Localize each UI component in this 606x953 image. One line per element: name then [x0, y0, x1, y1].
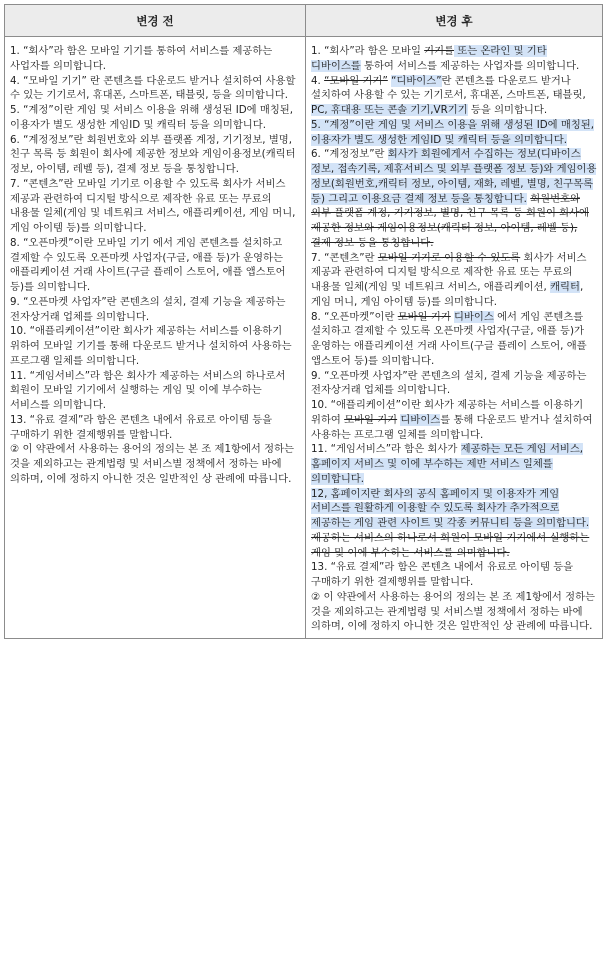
after-item [311, 118, 598, 148]
terms-comparison-table [4, 4, 603, 639]
unchanged-text: 등을 의미합니다. [467, 104, 548, 116]
unchanged-text: 를 통해 다운로드 받거나 설치하여 사용하는 프로그램 일체를 의미합니다. [311, 413, 593, 441]
before-item: 5. “계정”이란 게임 및 서비스 이용을 위해 생성된 ID에 매칭된, 이용자가 별도 생성한 게임ID 및 캐릭터 등을 의미합니다. [10, 104, 294, 131]
header-after: 변경 후 [306, 5, 603, 37]
before-item: 13. “유료 결제”라 함은 콘텐츠 내에서 유료로 아이템 등을 구매하기 위한 결제행위를 말합니다. [10, 413, 273, 441]
unchanged-text: 에서 게임 콘텐츠를 설치하고 결제할 수 있도록 오픈마켓 사업자(구글, 애플 등)가 운영하는 애플리케이션 거래 사이트(구글 플레이 스토어, 애플 앱스토어 등)를 의미합니다. [311, 310, 587, 367]
unchanged-text: 회사가 서비스 제공과 관련하여 디지털 방식으로 제작한 유료 또는 무료의 내용물 일체(게임 및 네트워크 서비스, 애플리케이션, [311, 251, 587, 293]
added-text: “디바이스” [391, 74, 442, 87]
before-item: 9. “오픈마켓 사업자”란 콘텐츠의 설치, 결제 기능을 제공하는 전자상거래 업체를 의미합니다. [10, 295, 286, 323]
after-column [306, 37, 603, 639]
unchanged-text: 9. “오픈마켓 사업자”란 콘텐츠의 설치, 결제 기능을 제공하는 전자상거래 업체를 의미합니다. [311, 369, 587, 397]
unchanged-text: 통하여 서비스를 제공하는 사업자를 의미합니다. [360, 59, 580, 72]
before-column [5, 37, 306, 639]
content-row [5, 37, 603, 639]
after-item [311, 44, 598, 74]
deleted-text: 기기를 [424, 45, 455, 57]
added-text: PC, 휴대용 또는 콘솔 기기,VR기기 [311, 104, 468, 116]
after-item [311, 531, 598, 561]
added-text: 디바이스 [454, 310, 494, 323]
after-item [311, 147, 598, 250]
after-item [311, 590, 598, 634]
added-text: 12, 홈페이지란 회사의 공식 홈페이지 및 이용자가 게임 서비스를 원활하게 이용할 수 있도록 회사가 추가적으로 제공하는 게임 관련 사이트 및 각종 커뮤니티 등을 의미합니다. [311, 487, 590, 529]
header-before: 변경 전 [5, 5, 306, 37]
deleted-text: 모바일 기기 [397, 310, 451, 323]
after-item [311, 560, 598, 590]
added-text: 제공하는 모든 게임 서비스, 홈페이지 서비스 및 이에 부수하는 제반 서비스 일체를 의미합니다. [311, 443, 584, 485]
unchanged-text: 4. [311, 74, 325, 87]
after-item [311, 74, 598, 118]
before-item: 6. “계정정보”란 회원번호와 외부 플랫폼 계정, 기기정보, 별명, 친구 목록 등 회원이 회사에 제공한 정보와 게임이용정보(캐릭터 정보, 아이템, 레벨 등), 결제 정보 등을 통칭합니다. [10, 133, 296, 175]
unchanged-text: ② 이 약관에서 사용하는 용어의 정의는 본 조 제1항에서 정하는 것을 제외하고는 관계법령 및 서비스별 정책에서 정하는 바에 의하며, 이에 정하지 아니한 것은 일반적인 상 관례에 따릅니다. [311, 590, 595, 633]
unchanged-text: 10. “애플리케이션”이란 회사가 제공하는 서비스를 이용하기 위하여 [311, 399, 584, 426]
deleted-text: 모바일 기기로 이용할 수 있도록 [377, 251, 521, 264]
after-item [311, 251, 598, 310]
before-item: 1. “회사”라 함은 모바일 기기를 통하여 서비스를 제공하는 사업자를 의미합니다. [10, 45, 273, 72]
added-text: 캐릭터 [550, 281, 580, 293]
deleted-text: 모바일 기기 [344, 413, 398, 426]
unchanged-text: 8. “오픈마켓”이란 [311, 310, 398, 323]
after-item [311, 369, 598, 399]
before-item: 8. “오픈마켓”이란 모바일 기기 에서 게임 콘텐츠를 설치하고 결제할 수 있도록 오픈마켓 사업자(구글, 애플 등)가 운영하는 애플리케이션 거래 사이트(구글 플레이 스토어, 애플 앱스토어 등)를 의미합니다. [10, 236, 286, 293]
before-item: 7. “콘텐츠”란 모바일 기기로 이용할 수 있도록 회사가 서비스 제공과 관련하여 디지털 방식으로 제작한 유료 또는 무료의 내용물 일체(게임 및 네트워크 서비스, 애플리케이션, 게임 머니, 게임 아이템 등)를 의미합니다. [10, 177, 296, 234]
before-item: 4. “모바일 기기” 란 콘텐츠를 다운로드 받거나 설치하여 사용할 수 있는 기기로서, 휴대폰, 스마트폰, 태블릿, 등을 의미합니다. [10, 74, 296, 102]
unchanged-text: 1. “회사”라 함은 모바일 [311, 45, 425, 57]
before-item: ② 이 약관에서 사용하는 용어의 정의는 본 조 제1항에서 정하는 것을 제외하고는 관계법령 및 서비스별 정책에서 정하는 바에 의하며, 이에 정하지 아니한 것은 일반적인 상 관례에 따릅니다. [10, 443, 294, 485]
added-text: 디바이스 [400, 413, 441, 426]
unchanged-text: 13. “유료 결제”라 함은 콘텐츠 내에서 유료로 아이템 등을 구매하기 위한 결제행위를 말합니다. [311, 561, 574, 588]
unchanged-text: 란 콘텐츠를 다운로드 받거나 설치하여 사용할 수 있는 기기로서, 휴대폰, 스마트폰, 태블릿, [311, 74, 586, 102]
deleted-text: “모바일 기기” [324, 74, 388, 87]
deleted-text: 제공하는 서비스의 하나로서 회원이 모바일 기기에서 실행하는 게임 및 이에 부수하는 서비스를 의미합니다. [311, 531, 590, 559]
unchanged-text: 11. “게임서비스”라 함은 회사가 [311, 443, 461, 456]
before-item: 10. “애플리케이션”이란 회사가 제공하는 서비스를 이용하기 위하여 모바일 기기를 통해 다운로드 받거나 설치하여 사용하는 프로그램 일체를 의미합니다. [10, 325, 292, 367]
header-row [5, 5, 603, 37]
added-text: 또는 온라인 및 기타 디바이스를 [311, 45, 547, 72]
after-item [311, 442, 598, 486]
after-item [311, 398, 598, 442]
before-item: 11. “게임서비스”라 함은 회사가 제공하는 서비스의 하나로서 회원이 모바일 기기에서 실행하는 게임 및 이에 부수하는 서비스를 의미합니다. [10, 369, 286, 411]
unchanged-text: , 게임 머니, 게임 아이템 등)를 의미합니다. [311, 281, 584, 308]
unchanged-text: 6. “계정정보”란 [311, 148, 388, 161]
after-item [311, 487, 598, 531]
added-text: 5. “계정”이란 게임 및 서비스 이용을 위해 생성된 ID에 매칭된, 이용자가 별도 생성한 게임ID 및 캐릭터 등을 의미합니다. [311, 118, 595, 146]
deleted-text: 회원번호와 외부 플랫폼 계정, 기기정보, 별명, 친구 목록 등 회원이 회사에 제공한 정보와 게임이용정보(캐릭터 정보, 아이템, 레벨 등), 결제 정보 등을 통칭합니다. [311, 192, 589, 249]
added-text: 회사가 회원에게서 수집하는 정보(디바이스 정보, 접속기록, 제휴서비스 및 외부 플랫폼 정보 등)와 게임이용 정보(회원번호,캐릭터 정보, 아이템, 재화, 레벨, 별명, 친구목록 등) 그리고 이용요금 결제 정보 등을 통칭합니다. [311, 148, 597, 205]
after-item [311, 310, 598, 369]
unchanged-text: 7. “콘텐츠”란 [311, 251, 378, 264]
